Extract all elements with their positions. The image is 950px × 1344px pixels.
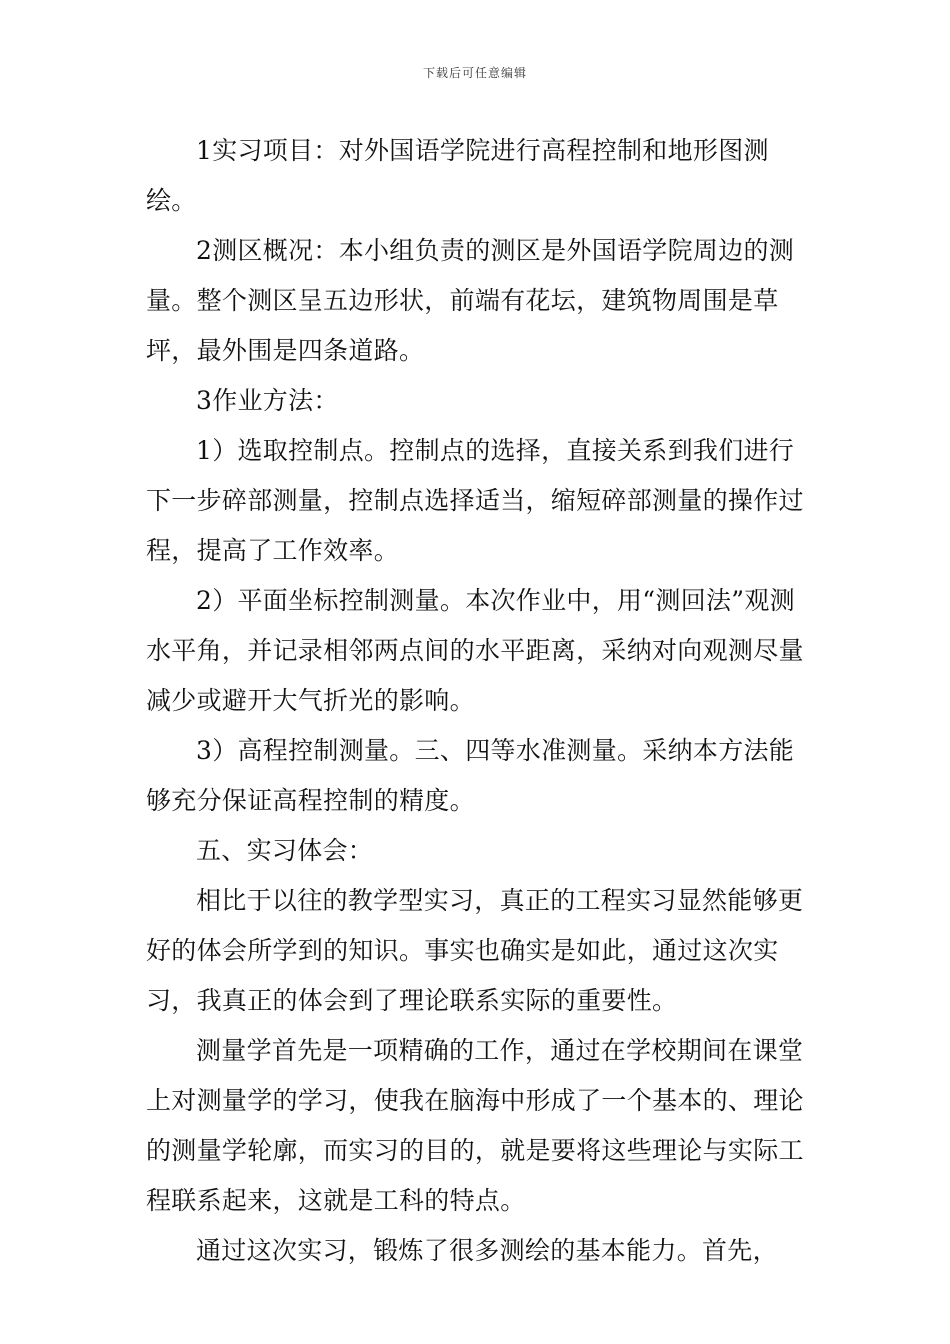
page-header: 下载后可任意编辑 — [422, 66, 527, 80]
paragraph-experience-heading: 五、实习体会： — [196, 836, 374, 865]
paragraph-experience-3: 通过这次实习，锻炼了很多测绘的基本能力。首先， — [196, 1236, 778, 1265]
paragraph-project: 1实习项目：对外国语学院进行高程控制和地形图测绘。 — [146, 136, 769, 215]
paragraph-experience-2: 测量学首先是一项精确的工作，通过在学校期间在课堂上对测量学的学习，使我在脑海中形成了一个基本的、理论的测量学轮廓，而实习的目的，就是要将这些理论与实际工程联系起来，这就是工科的特点。 — [146, 1036, 804, 1215]
paragraph-control-points: 1）选取控制点。控制点的选择，直接关系到我们进行下一步碎部测量，控制点选择适当，缩短碎部测量的操作过程，提高了工作效率。 — [146, 436, 804, 565]
paragraph-experience-1: 相比于以往的教学型实习，真正的工程实习显然能够更好的体会所学到的知识。事实也确实是如此，通过这次实习，我真正的体会到了理论联系实际的重要性。 — [146, 886, 804, 1015]
paragraph-elevation-control: 3）高程控制测量。三、四等水准测量。采纳本方法能够充分保证高程控制的精度。 — [146, 736, 795, 815]
paragraph-plane-control: 2）平面坐标控制测量。本次作业中，用“测回法”观测水平角，并记录相邻两点间的水平距离，采纳对向观测尽量减少或避开大气折光的影响。 — [146, 586, 804, 715]
paragraph-method-heading: 3作业方法： — [196, 386, 339, 415]
paragraph-survey-area: 2测区概况：本小组负责的测区是外国语学院周边的测量。整个测区呈五边形状，前端有花坛，建筑物周围是草坪，最外围是四条道路。 — [146, 236, 795, 365]
document-body — [146, 126, 816, 1276]
